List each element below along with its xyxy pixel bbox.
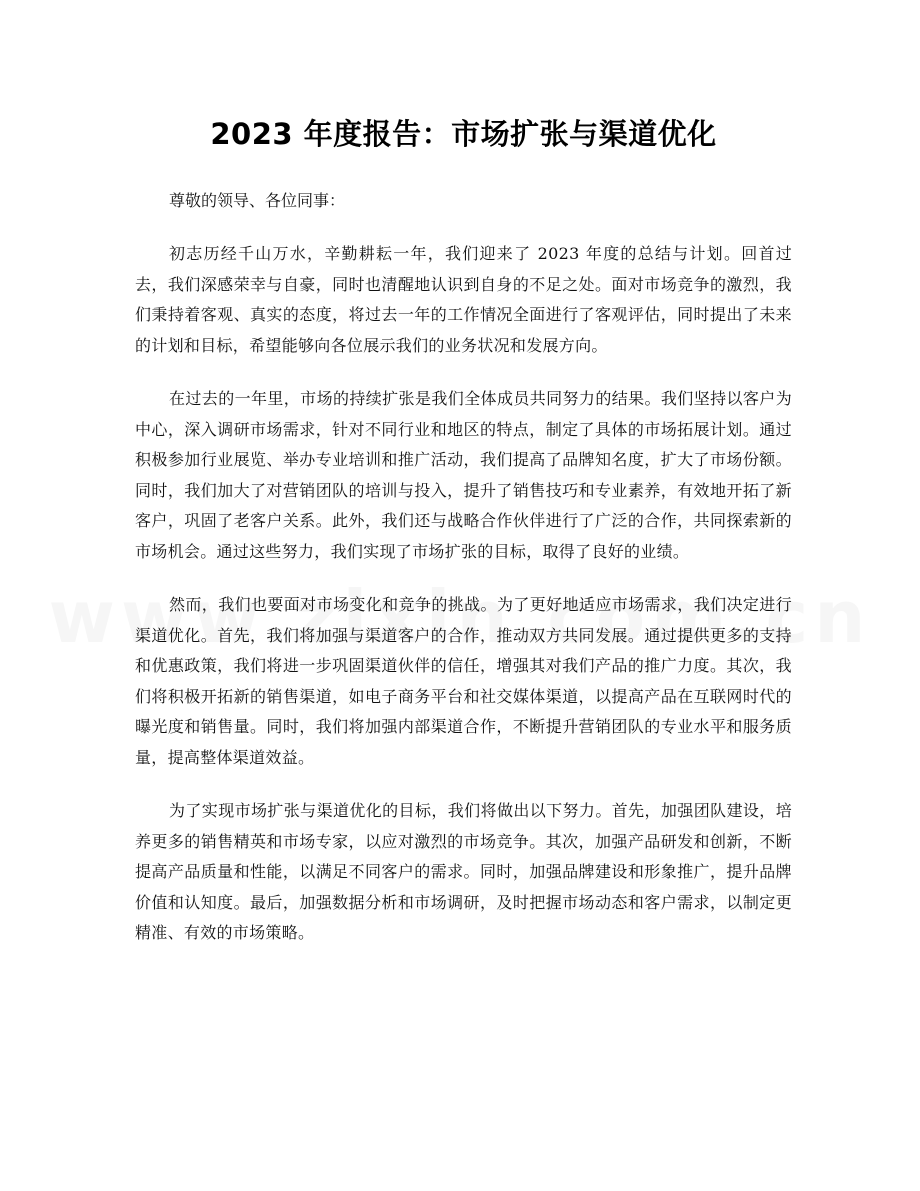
paragraph-4: 为了实现市场扩张与渠道优化的目标，我们将做出以下努力。首先，加强团队建设，培养更多的销售精英和市场专家，以应对激烈的市场竞争。其次，加强产品研发和创新，不断提高产品质量和性能，以满足不同客户的需求。同时，加强品牌建设和形象推广，提升品牌价值和认知度。最后，加强数据分析和市场调研，及时把握市场动态和客户需求，以制定更精准、有效的市场策略。 xyxy=(135,801,792,942)
document-title: 2023 年度报告：市场扩张与渠道优化 xyxy=(210,117,717,151)
paragraph-3: 然而，我们也要面对市场变化和竞争的挑战。为了更好地适应市场需求，我们决定进行渠道优化。首先，我们将加强与渠道客户的合作，推动双方共同发展。通过提供更多的支持和优惠政策，我们将进一步巩固渠道伙伴的信任，增强其对我们产品的推广力度。其次，我们将积极开拓新的销售渠道，如电子商务平台和社交媒体渠道，以提高产品在互联网时代的曝光度和销售量。同时，我们将加强内部渠道合作，不断提升营销团队的专业水平和服务质量，提高整体渠道效益。 xyxy=(135,595,792,767)
salutation: 尊敬的领导、各位同事： xyxy=(169,191,346,210)
paragraph-2: 在过去的一年里，市场的持续扩张是我们全体成员共同努力的结果。我们坚持以客户为中心，深入调研市场需求，针对不同行业和地区的特点，制定了具体的市场拓展计划。通过积极参加行业展览、举办专业培训和推广活动，我们提高了品牌知名度，扩大了市场份额。同时，我们加大了对营销团队的培训与投入，提升了销售技巧和专业素养，有效地开拓了新客户，巩固了老客户关系。此外，我们还与战略合作伙伴进行了广泛的合作，共同探索新的市场机会。通过这些努力，我们实现了市场扩张的目标，取得了良好的业绩。 xyxy=(135,389,792,561)
paragraph-1: 初志历经千山万水，辛勤耕耘一年，我们迎来了 2023 年度的总结与计划。回首过去，我们深感荣幸与自豪，同时也清醒地认识到自身的不足之处。面对市场竞争的激烈，我们秉持着客观、真实的态度，将过去一年的工作情况全面进行了客观评估，同时提出了未来的计划和目标，希望能够向各位展示我们的业务状况和发展方向。 xyxy=(135,244,792,355)
